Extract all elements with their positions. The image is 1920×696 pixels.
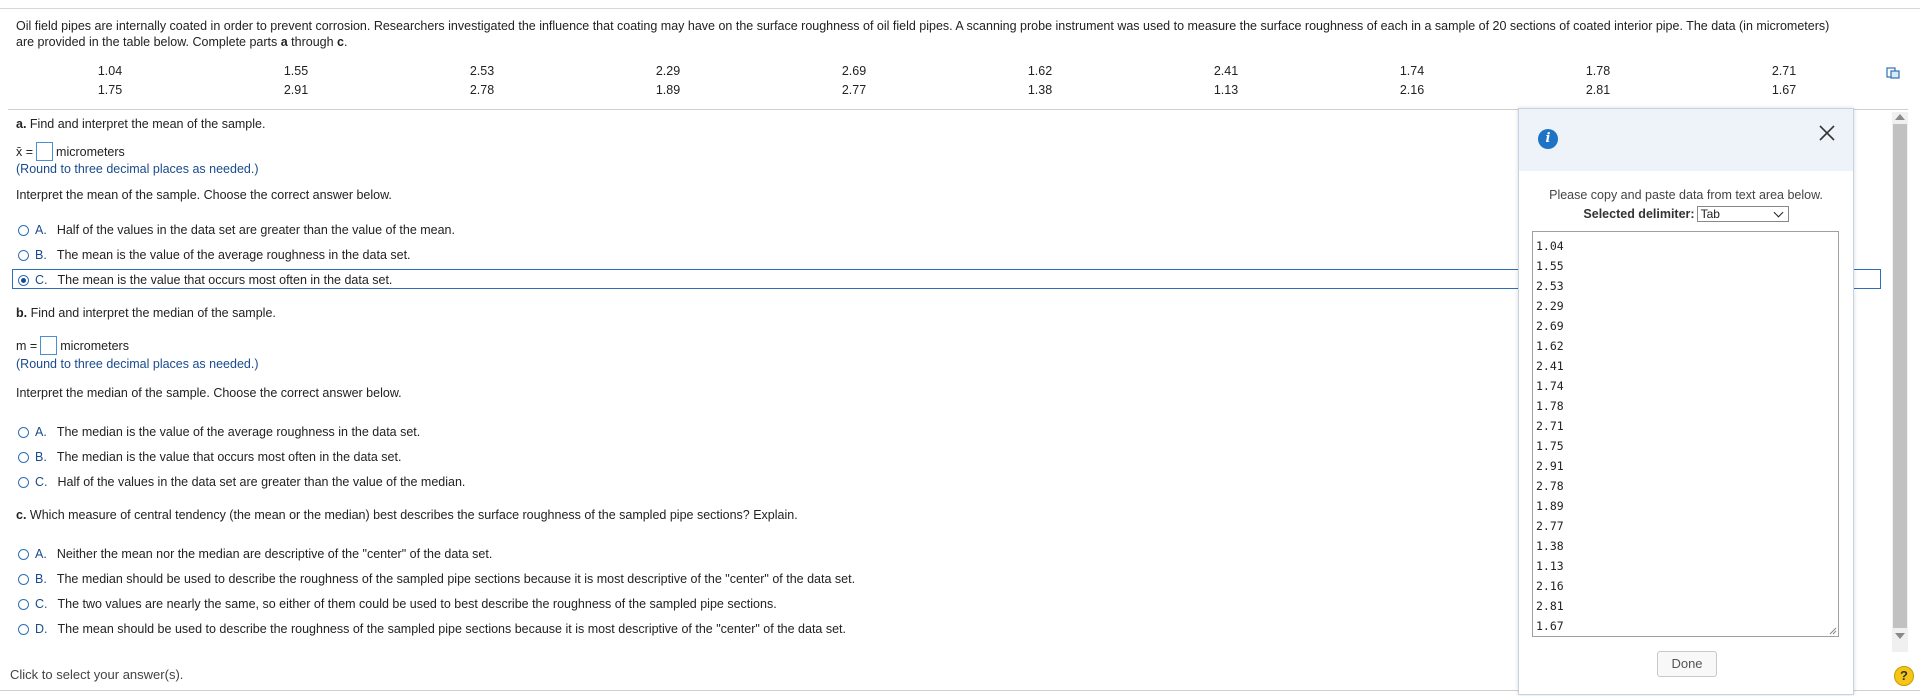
option-letter: A. bbox=[35, 223, 47, 237]
option-text: The two values are nearly the same, so either of them could be used to best describe the roughness of the sampled pipe sections. bbox=[57, 597, 777, 611]
option-text: The mean should be used to describe the roughness of the sampled pipe sections because it is most descriptive of the "center" of the data set. bbox=[57, 622, 847, 636]
mean-round-note: (Round to three decimal places as needed.) bbox=[16, 162, 259, 176]
central-option-d[interactable] bbox=[18, 622, 846, 636]
option-text: The mean is the value of the average roughness in the data set. bbox=[56, 248, 411, 262]
table-cell: 2.71 bbox=[1771, 64, 1797, 78]
textarea-line: 1.04 bbox=[1536, 239, 1564, 253]
option-letter: A. bbox=[35, 547, 47, 561]
option-text: The median is the value of the average roughness in the data set. bbox=[56, 425, 421, 439]
intro-text: . bbox=[344, 35, 348, 49]
mean-interpret-prompt: Interpret the mean of the sample. Choose the correct answer below. bbox=[16, 188, 392, 202]
textarea-line: 2.71 bbox=[1536, 419, 1564, 433]
done-button[interactable]: Done bbox=[1657, 651, 1717, 677]
mean-answer-line bbox=[16, 142, 125, 161]
top-divider bbox=[0, 8, 1920, 9]
textarea-line: 1.62 bbox=[1536, 339, 1564, 353]
option-text: Neither the mean nor the median are descriptive of the "center" of the data set. bbox=[56, 547, 493, 561]
table-cell: 2.41 bbox=[1213, 64, 1239, 78]
table-cell: 2.81 bbox=[1585, 83, 1611, 97]
radio-button[interactable] bbox=[18, 250, 29, 261]
textarea-line: 1.74 bbox=[1536, 379, 1564, 393]
median-option-a[interactable] bbox=[18, 425, 420, 439]
textarea-line: 1.38 bbox=[1536, 539, 1564, 553]
intro-line-2 bbox=[16, 34, 1906, 50]
option-letter: C. bbox=[35, 597, 48, 611]
textarea-line: 2.16 bbox=[1536, 579, 1564, 593]
textarea-line: 2.69 bbox=[1536, 319, 1564, 333]
intro-text: are provided in the table below. Complete parts bbox=[16, 35, 281, 49]
option-text: Half of the values in the data set are greater than the value of the mean. bbox=[56, 223, 455, 237]
median-interpret-prompt: Interpret the median of the sample. Choose the correct answer below. bbox=[16, 386, 402, 400]
mean-input[interactable] bbox=[36, 142, 53, 161]
dialog-header bbox=[1519, 109, 1853, 171]
table-cell: 2.16 bbox=[1399, 83, 1425, 97]
table-cell: 2.78 bbox=[469, 83, 495, 97]
scroll-up-arrow-icon[interactable] bbox=[1895, 114, 1905, 120]
central-option-a[interactable] bbox=[18, 547, 492, 561]
textarea-line: 1.55 bbox=[1536, 259, 1564, 273]
option-text: The median should be used to describe the roughness of the sampled pipe sections because it is most descriptive of the "center" of the data set. bbox=[56, 572, 856, 586]
delimiter-select[interactable] bbox=[1697, 206, 1789, 222]
option-text: Half of the values in the data set are greater than the value of the median. bbox=[57, 475, 466, 489]
table-cell: 1.38 bbox=[1027, 83, 1053, 97]
part-c-label: c. bbox=[16, 508, 27, 522]
option-letter: B. bbox=[35, 248, 47, 262]
mean-symbol: x̄ = bbox=[16, 144, 34, 159]
table-cell: 2.29 bbox=[655, 64, 681, 78]
radio-button[interactable] bbox=[18, 477, 29, 488]
part-a-title bbox=[16, 117, 265, 131]
option-text: The median is the value that occurs most often in the data set. bbox=[56, 450, 402, 464]
data-copy-dialog bbox=[1518, 108, 1854, 695]
median-symbol: m = bbox=[16, 338, 38, 353]
median-option-b[interactable] bbox=[18, 450, 401, 464]
textarea-line: 1.13 bbox=[1536, 559, 1564, 573]
chevron-down-icon bbox=[1773, 208, 1783, 218]
close-icon[interactable] bbox=[1815, 121, 1839, 145]
radio-button[interactable] bbox=[18, 427, 29, 438]
problem-intro bbox=[16, 18, 1906, 50]
part-a-text: Find and interpret the mean of the sample. bbox=[26, 117, 266, 131]
intro-text: through bbox=[287, 35, 338, 49]
dialog-message: Please copy and paste data from text area below. bbox=[1549, 188, 1823, 202]
part-c-text: Which measure of central tendency (the mean or the median) best describes the surface roughness of the sampled pipe sections? Explain. bbox=[26, 508, 798, 522]
intro-line-1: Oil field pipes are internally coated in order to prevent corrosion. Researchers investigated the influence that coating may have on the surface roughness of oil field pipes. A scanning probe instrument was used to measure the surface roughness of each in a sample of 20 sections of coated interior pipe. The data (in micrometers) bbox=[16, 19, 1830, 33]
info-icon: i bbox=[1538, 129, 1558, 149]
option-letter: B. bbox=[35, 450, 47, 464]
radio-button[interactable] bbox=[18, 452, 29, 463]
textarea-line: 1.78 bbox=[1536, 399, 1564, 413]
textarea-line: 2.91 bbox=[1536, 459, 1564, 473]
median-answer-line bbox=[16, 336, 129, 355]
delimiter-label: Selected delimiter: bbox=[1583, 207, 1695, 221]
radio-button[interactable] bbox=[18, 574, 29, 585]
mean-unit: micrometers bbox=[56, 144, 125, 159]
table-cell: 1.75 bbox=[97, 83, 123, 97]
option-letter: C. bbox=[35, 273, 48, 287]
median-option-c[interactable] bbox=[18, 475, 465, 489]
footer-instruction: Click to select your answer(s). bbox=[10, 667, 184, 682]
textarea-line: 1.75 bbox=[1536, 439, 1564, 453]
delimiter-value: Tab bbox=[1700, 207, 1720, 221]
radio-button[interactable] bbox=[18, 225, 29, 236]
help-icon[interactable]: ? bbox=[1894, 666, 1914, 686]
mean-option-b[interactable] bbox=[18, 248, 411, 262]
part-a-label: a. bbox=[16, 117, 27, 131]
option-letter: B. bbox=[35, 572, 47, 586]
copy-data-icon[interactable] bbox=[1886, 66, 1900, 80]
central-option-c[interactable] bbox=[18, 597, 777, 611]
option-letter: A. bbox=[35, 425, 47, 439]
radio-button[interactable] bbox=[18, 549, 29, 560]
table-cell: 1.78 bbox=[1585, 64, 1611, 78]
part-b-label: b. bbox=[16, 306, 28, 320]
table-cell: 2.53 bbox=[469, 64, 495, 78]
textarea-line: 2.81 bbox=[1536, 599, 1564, 613]
table-cell: 1.62 bbox=[1027, 64, 1053, 78]
textarea-line: 1.89 bbox=[1536, 499, 1564, 513]
mean-option-c[interactable] bbox=[18, 273, 392, 287]
mean-option-a[interactable] bbox=[18, 223, 455, 237]
textarea-line: 2.41 bbox=[1536, 359, 1564, 373]
textarea-line: 2.77 bbox=[1536, 519, 1564, 533]
intro-bold-c: c bbox=[337, 35, 344, 49]
median-unit: micrometers bbox=[60, 338, 129, 353]
part-b-text: Find and interpret the median of the sample. bbox=[27, 306, 276, 320]
table-cell: 1.74 bbox=[1399, 64, 1425, 78]
scroll-down-arrow-icon[interactable] bbox=[1895, 633, 1905, 639]
option-letter: C. bbox=[35, 475, 48, 489]
table-cell: 1.89 bbox=[655, 83, 681, 97]
median-input[interactable] bbox=[40, 336, 57, 355]
radio-button-selected[interactable] bbox=[18, 275, 29, 286]
textarea-line: 2.53 bbox=[1536, 279, 1564, 293]
delimiter-row bbox=[1519, 206, 1853, 222]
radio-button[interactable] bbox=[18, 599, 29, 610]
intro-bold-a: a bbox=[280, 35, 288, 49]
option-text: The mean is the value that occurs most often in the data set. bbox=[57, 273, 393, 287]
textarea-line: 2.29 bbox=[1536, 299, 1564, 313]
option-letter: D. bbox=[35, 622, 48, 636]
scrollbar-thumb[interactable] bbox=[1893, 124, 1907, 628]
table-cell: 2.77 bbox=[841, 83, 867, 97]
central-option-b[interactable] bbox=[18, 572, 855, 586]
table-cell: 1.13 bbox=[1213, 83, 1239, 97]
resize-grip-icon[interactable] bbox=[1829, 627, 1837, 635]
table-cell: 2.69 bbox=[841, 64, 867, 78]
part-b-title bbox=[16, 306, 276, 320]
table-cell: 1.55 bbox=[283, 64, 309, 78]
median-round-note: (Round to three decimal places as needed.) bbox=[16, 357, 259, 371]
part-c-title bbox=[16, 508, 798, 522]
textarea-line: 2.78 bbox=[1536, 479, 1564, 493]
textarea-line: 1.67 bbox=[1536, 619, 1564, 633]
data-textarea[interactable] bbox=[1532, 231, 1839, 637]
radio-button[interactable] bbox=[18, 624, 29, 635]
table-cell: 1.67 bbox=[1771, 83, 1797, 97]
table-cell: 1.04 bbox=[97, 64, 123, 78]
table-cell: 2.91 bbox=[283, 83, 309, 97]
